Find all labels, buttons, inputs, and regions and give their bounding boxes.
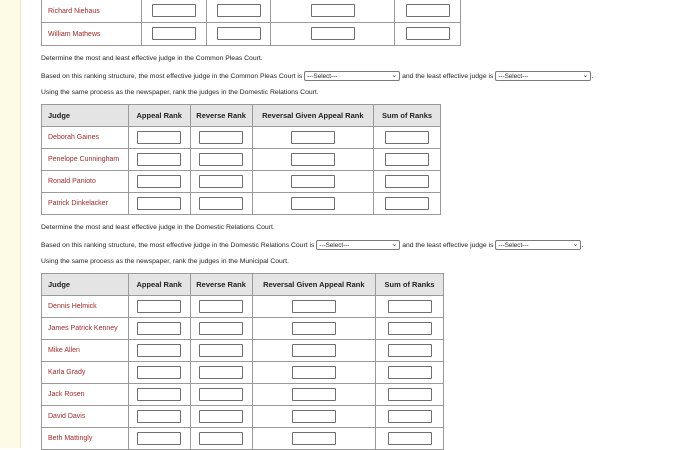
chevron-down-icon: ⌄ [391,241,398,248]
appeal-rank-input[interactable] [137,366,181,379]
reverse-rank-input[interactable] [199,322,243,335]
chevron-down-icon: ⌄ [572,241,579,248]
appeal-rank-input[interactable] [137,344,181,357]
sum-of-ranks-column-header: Sum of Ranks [376,274,444,296]
top-judges-table [41,0,461,46]
table-row [42,296,444,318]
domestic-least-effective-select[interactable] [495,240,584,250]
sum-of-ranks-input[interactable] [385,131,429,144]
reversal-given-appeal-rank-input[interactable] [291,197,335,210]
ranking-middle-text: and the least effective judge is [402,241,494,249]
judge-column-header: Judge [42,274,129,296]
table-row [42,384,444,406]
reversal-given-appeal-rank-input[interactable] [311,4,355,17]
appeal-rank-column-header: Appeal Rank [128,105,190,127]
reversal-given-appeal-rank-input[interactable] [311,27,355,40]
reverse-rank-input[interactable] [199,175,243,188]
appeal-rank-input[interactable] [137,388,181,401]
sum-of-ranks-input[interactable] [385,197,429,210]
judge-name: Dennis Helmick [42,296,129,318]
municipal-court-table [41,273,444,450]
appeal-rank-input[interactable] [137,175,181,188]
reversal-given-appeal-rank-input[interactable] [292,432,336,445]
domestic-relations-instruction: Determine the most and least effective judge in the Domestic Relations Court. [41,224,275,231]
table-row [42,193,441,215]
judge-name: Karla Grady [42,362,129,384]
table-row [42,428,444,450]
appeal-rank-input[interactable] [152,27,196,40]
appeal-rank-input[interactable] [137,197,181,210]
ranking-prefix-text: Based on this ranking structure, the most effective judge in the Domestic Relations Court is [41,241,315,249]
reverse-rank-input[interactable] [217,27,261,40]
common-pleas-most-effective-select[interactable] [304,71,400,81]
domestic-most-effective-select[interactable] [316,240,400,250]
table-header-row [42,274,444,296]
reversal-given-appeal-rank-input[interactable] [291,131,335,144]
reverse-rank-input[interactable] [199,300,243,313]
common-pleas-ranking-sentence [41,71,593,81]
reverse-rank-input[interactable] [199,153,243,166]
appeal-rank-input[interactable] [137,410,181,423]
reversal-given-appeal-rank-input[interactable] [292,300,336,313]
reversal-given-appeal-rank-input[interactable] [292,410,336,423]
reverse-rank-input[interactable] [217,4,261,17]
appeal-rank-input[interactable] [137,322,181,335]
reversal-given-appeal-rank-column-header: Reversal Given Appeal Rank [252,274,376,296]
judge-name: James Patrick Kenney [42,318,129,340]
reverse-rank-input[interactable] [199,131,243,144]
table-row [42,23,461,46]
sum-of-ranks-input[interactable] [385,175,429,188]
table-header-row [42,105,441,127]
common-pleas-instruction: Determine the most and least effective judge in the Common Pleas Court. [41,55,263,62]
ranking-prefix-text: Based on this ranking structure, the most effective judge in the Common Pleas Court is [41,72,303,80]
appeal-rank-input[interactable] [152,4,196,17]
sum-of-ranks-input[interactable] [406,4,450,17]
reverse-rank-column-header: Reverse Rank [190,274,252,296]
chevron-down-icon: ⌄ [391,72,398,79]
reversal-given-appeal-rank-input[interactable] [291,175,335,188]
appeal-rank-input[interactable] [137,131,181,144]
period-text: . [591,72,594,80]
select-value: ---Select--- [498,242,529,249]
judge-name: Jack Rosen [42,384,129,406]
reversal-given-appeal-rank-input[interactable] [292,366,336,379]
table-row [42,0,461,23]
sum-of-ranks-input[interactable] [406,27,450,40]
table-row [42,318,444,340]
sum-of-ranks-input[interactable] [388,410,432,423]
table-row [42,362,444,384]
reverse-rank-input[interactable] [199,366,243,379]
reverse-rank-input[interactable] [199,432,243,445]
select-value: ---Select--- [498,73,529,80]
reverse-rank-column-header: Reverse Rank [190,105,252,127]
reversal-given-appeal-rank-input[interactable] [292,388,336,401]
reversal-given-appeal-rank-input[interactable] [292,322,336,335]
ranking-middle-text: and the least effective judge is [402,72,494,80]
table-row [42,127,441,149]
reversal-given-appeal-rank-input[interactable] [292,344,336,357]
table-row [42,406,444,428]
domestic-relations-intro: Using the same process as the newspaper, rank the judges in the Domestic Relations Court. [41,89,319,96]
judge-name: Mike Allen [42,340,129,362]
appeal-rank-input[interactable] [137,432,181,445]
sum-of-ranks-input[interactable] [388,432,432,445]
judge-name: Richard Niehaus [42,0,142,23]
reverse-rank-input[interactable] [199,410,243,423]
domestic-relations-table [41,104,441,215]
municipal-intro: Using the same process as the newspaper, rank the judges in the Municipal Court. [41,258,289,265]
select-value: ---Select--- [319,242,350,249]
appeal-rank-input[interactable] [137,300,181,313]
judge-name: Deborah Gaines [42,127,129,149]
sum-of-ranks-input[interactable] [388,344,432,357]
reverse-rank-input[interactable] [199,344,243,357]
reverse-rank-input[interactable] [199,388,243,401]
judge-name: Penelope Cunningham [42,149,129,171]
sum-of-ranks-input[interactable] [388,322,432,335]
sum-of-ranks-column-header: Sum of Ranks [374,105,441,127]
left-margin-bar [0,0,21,448]
judge-column-header: Judge [42,105,129,127]
judge-name: Patrick Dinkelacker [42,193,129,215]
domestic-relations-ranking-sentence [41,240,583,250]
common-pleas-least-effective-select[interactable] [495,71,594,81]
sum-of-ranks-input[interactable] [388,366,432,379]
appeal-rank-column-header: Appeal Rank [128,274,190,296]
sum-of-ranks-input[interactable] [388,388,432,401]
reversal-given-appeal-rank-column-header: Reversal Given Appeal Rank [252,105,374,127]
judge-name: David Davis [42,406,129,428]
reverse-rank-input[interactable] [199,197,243,210]
table-row [42,149,441,171]
sum-of-ranks-input[interactable] [388,300,432,313]
table-row [42,171,441,193]
judge-name: Beth Mattingly [42,428,129,450]
reversal-given-appeal-rank-input[interactable] [291,153,335,166]
sum-of-ranks-input[interactable] [385,153,429,166]
chevron-down-icon: ⌄ [582,72,589,79]
judge-name: William Mathews [42,23,142,46]
table-row [42,340,444,362]
judge-name: Ronald Panioto [42,171,129,193]
period-text: . [581,241,584,249]
appeal-rank-input[interactable] [137,153,181,166]
select-value: ---Select--- [307,73,338,80]
